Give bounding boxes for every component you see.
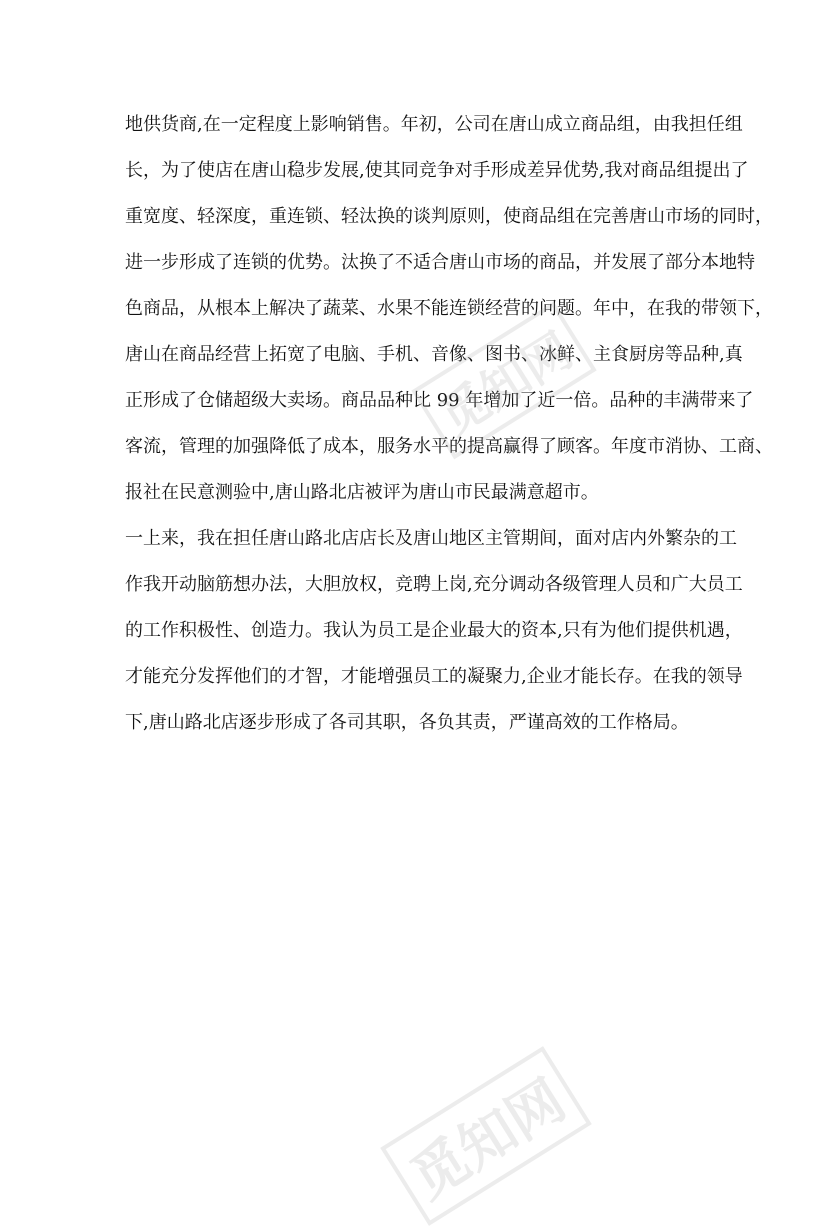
text-line: 重宽度、轻深度，重连锁、轻汰换的谈判原则，使商品组在完善唐山市场的同时， bbox=[125, 206, 773, 227]
text-line: 地供货商,在一定程度上影响销售。年初，公司在唐山成立商品组，由我担任组 bbox=[125, 114, 743, 135]
text-line: 的工作积极性、创造力。我认为员工是企业最大的资本,只有为他们提供机遇， bbox=[125, 620, 743, 641]
watermark-text: 觅知网 bbox=[380, 1046, 592, 1226]
text-line: 客流，管理的加强降低了成本，服务水平的提高赢得了顾客。年度市消协、工商、 bbox=[125, 436, 773, 457]
document-body bbox=[125, 102, 773, 746]
watermark-text: 觅知网 bbox=[411, 302, 596, 460]
text-line: 长，为了使店在唐山稳步发展,使其同竞争对手形成差异优势,我对商品组提出了 bbox=[125, 160, 749, 181]
text-line: 进一步形成了连锁的优势。汰换了不适合唐山市场的商品，并发展了部分本地特 bbox=[125, 252, 755, 273]
text-line: 色商品，从根本上解决了蔬菜、水果不能连锁经营的问题。年中，在我的带领下， bbox=[125, 298, 773, 319]
text-line: 才能充分发挥他们的才智，才能增强员工的凝聚力,企业才能长存。在我的领导 bbox=[125, 666, 743, 687]
text-line: 下,唐山路北店逐步形成了各司其职，各负其责，严谨高效的工作格局。 bbox=[125, 712, 689, 733]
watermark bbox=[380, 1046, 592, 1226]
text-line: 正形成了仓储超级大卖场。商品品种比 99 年增加了近一倍。品种的丰满带来了 bbox=[125, 390, 754, 411]
text-line: 报社在民意测验中,唐山路北店被评为唐山市民最满意超市。 bbox=[125, 482, 599, 503]
text-line: 一上来，我在担任唐山路北店店长及唐山地区主管期间，面对店内外繁杂的工 bbox=[125, 528, 737, 549]
text-line: 作我开动脑筋想办法，大胆放权，竞聘上岗,充分调动各级管理人员和广大员工 bbox=[125, 574, 743, 595]
text-line: 唐山在商品经营上拓宽了电脑、手机、音像、图书、冰鲜、主食厨房等品种,真 bbox=[125, 344, 743, 365]
